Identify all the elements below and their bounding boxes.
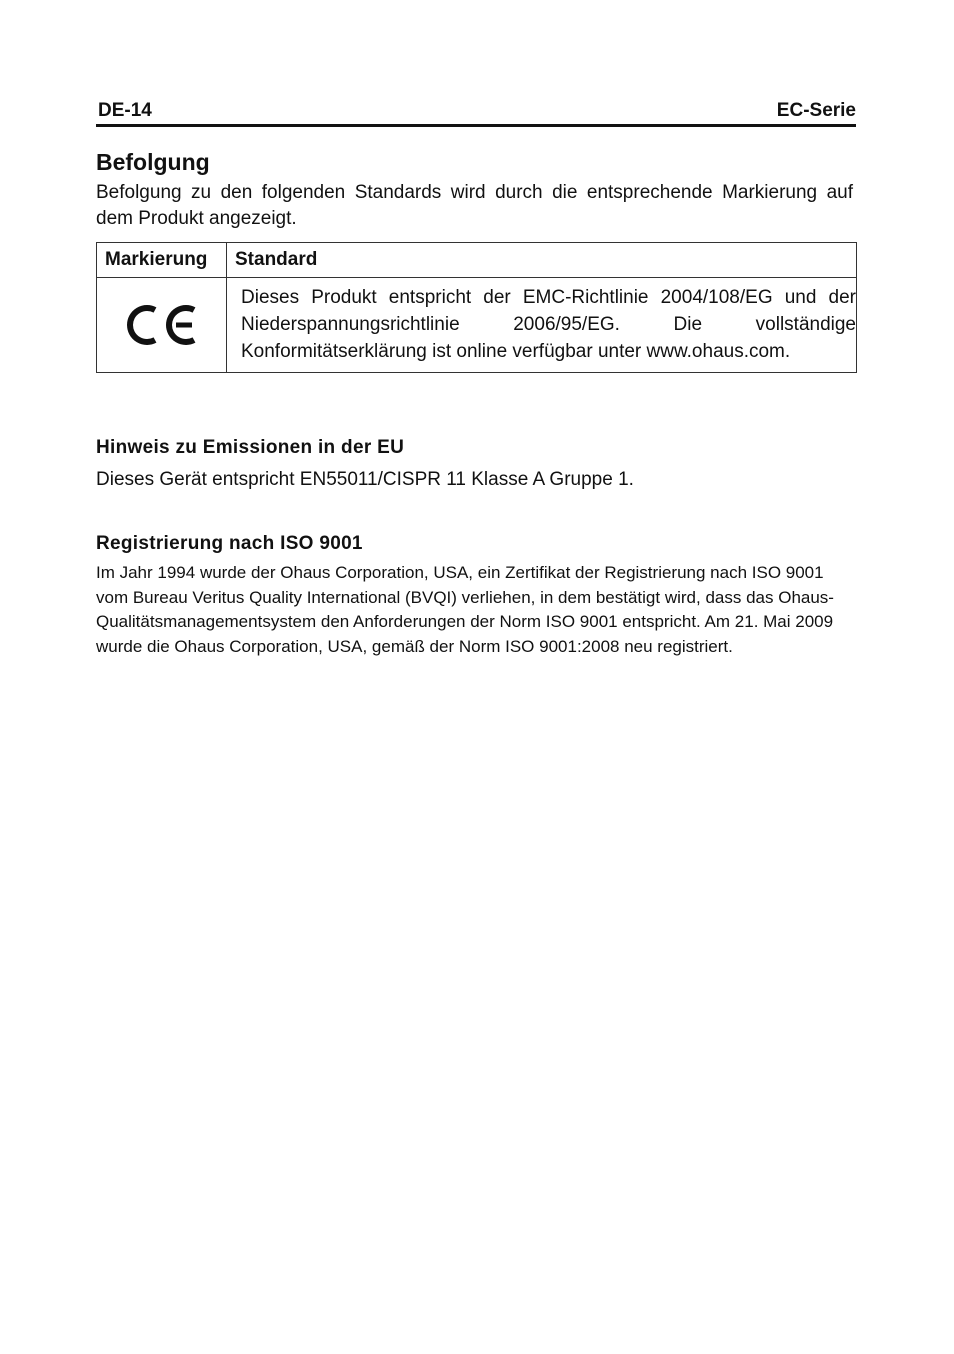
series-name: EC-Serie [776,100,856,121]
iso-title: Registrierung nach ISO 9001 [96,533,363,554]
page-header [96,96,856,127]
compliance-title: Befolgung [96,149,210,175]
table-header-row [97,243,857,278]
emissions-title: Hinweis zu Emissionen in der EU [96,437,405,458]
standard-cell: Dieses Produkt entspricht der EMC-Richtlinie 2004/108/EG und der Niederspannungsrichtlinie 2006/95/EG. Die vollständige Konformitätserklärung ist online verfügbar unter www.ohaus.com. [227,278,857,373]
emissions-text: Dieses Gerät entspricht EN55011/CISPR 11 Klasse A Gruppe 1. [96,469,634,490]
page-number: DE-14 [98,100,152,121]
document-page [96,96,856,659]
ce-mark-icon [97,302,226,348]
iso-text: Im Jahr 1994 wurde der Ohaus Corporation, USA, ein Zertifikat der Registrierung nach ISO 9001 vom Bureau Veritus Quality International (BVQI) verliehen, in dem bestätigt wird, dass das Ohaus-Qualitätsmanagementsystem den Anforderungen der Norm ISO 9001 entspricht. Am 21. Mai 2009 wurde die Ohaus Corporation, USA, gemäß der Norm ISO 9001:2008 neu registriert. [96,563,834,656]
column-header-standard: Standard [227,243,857,278]
marking-cell [97,278,227,373]
compliance-intro: Befolgung zu den folgenden Standards wird durch die entsprechende Markierung auf dem Produkt angezeigt. [96,182,853,229]
table-row [97,278,857,373]
column-header-marking: Markierung [97,243,227,278]
compliance-table [96,242,857,373]
